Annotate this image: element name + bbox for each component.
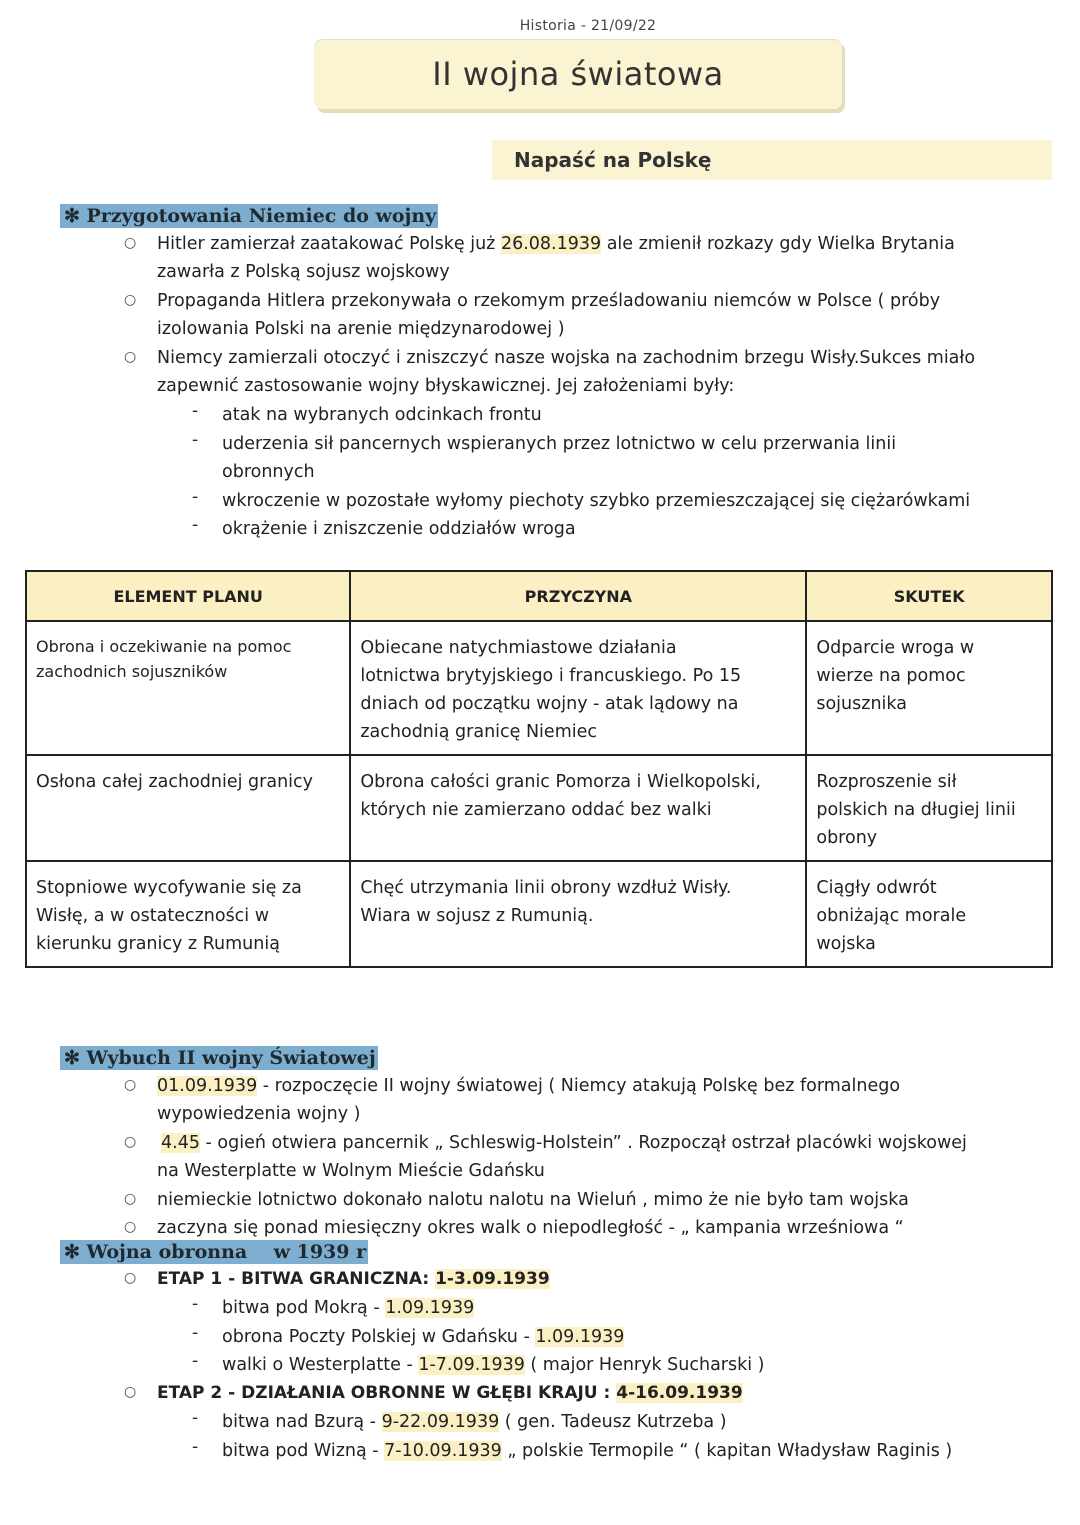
list-item-continuation: wypowiedzenia wojny ) xyxy=(157,1104,361,1124)
highlighted-date: 9-22.09.1939 xyxy=(381,1412,500,1432)
dash-icon: - xyxy=(192,515,199,535)
bullet-icon: ○ xyxy=(124,349,137,365)
list-item: 4.45 - ogień otwiera pancernik „ Schleswig-Holstein” . Rozpoczął ostrzał placówki wojskowej xyxy=(161,1133,967,1153)
table-row xyxy=(26,861,1052,967)
list-item-continuation: zawarła z Polską sojusz wojskowy xyxy=(157,262,450,282)
list-item-continuation: izolowania Polski na arenie międzynarodowej ) xyxy=(157,319,565,339)
dash-icon: - xyxy=(192,487,199,507)
sub-list-item: bitwa pod Mokrą - 1.09.1939 xyxy=(222,1298,475,1318)
dash-icon: - xyxy=(192,1323,199,1343)
bullet-icon: ○ xyxy=(124,1077,137,1093)
column-header: ELEMENT PLANU xyxy=(26,571,350,621)
highlighted-date: 1-3.09.1939 xyxy=(435,1269,550,1289)
table-cell-cause: Chęć utrzymania linii obrony wzdłuż Wisły. Wiara w sojusz z Rumunią. xyxy=(350,861,806,967)
stage-heading: ETAP 2 - DZIAŁANIA OBRONNE W GŁĘBI KRAJU : 4-16.09.1939 xyxy=(157,1383,743,1403)
highlighted-date: 4-16.09.1939 xyxy=(616,1383,743,1403)
bullet-icon: ○ xyxy=(124,1134,137,1150)
highlighted-date: 1.09.1939 xyxy=(535,1327,625,1347)
sub-list-item: okrążenie i zniszczenie oddziałów wroga xyxy=(222,519,576,539)
sub-list-item: wkroczenie w pozostałe wyłomy piechoty szybko przemieszczającej się ciężarówkami xyxy=(222,491,971,511)
page-title: II wojna światowa xyxy=(314,39,842,109)
section-heading-preparations: ✻ Przygotowania Niemiec do wojny xyxy=(60,204,438,228)
plan-table xyxy=(25,570,1053,968)
dash-icon: - xyxy=(192,430,199,450)
list-item-continuation: zapewnić zastosowanie wojny błyskawicznej. Jej założeniami były: xyxy=(157,376,735,396)
sub-list-item-continuation: obronnych xyxy=(222,462,315,482)
list-item: zaczyna się ponad miesięczny okres walk o niepodległość - „ kampania wrześniowa “ xyxy=(157,1218,904,1238)
sub-list-item: walki o Westerplatte - 1-7.09.1939 ( major Henryk Sucharski ) xyxy=(222,1355,765,1375)
bullet-icon: ○ xyxy=(124,1270,137,1286)
highlighted-date: 7-10.09.1939 xyxy=(384,1441,502,1461)
highlighted-date: 26.08.1939 xyxy=(500,234,602,254)
dash-icon: - xyxy=(192,1351,199,1371)
bullet-icon: ○ xyxy=(124,1191,137,1207)
highlighted-date: 1-7.09.1939 xyxy=(418,1355,525,1375)
table-cell-effect: Ciągły odwrót obniżając morale wojska xyxy=(806,861,1052,967)
highlighted-date: 01.09.1939 xyxy=(157,1076,258,1096)
sub-list-item: bitwa nad Bzurą - 9-22.09.1939 ( gen. Tadeusz Kutrzeba ) xyxy=(222,1412,727,1432)
list-item: niemieckie lotnictwo dokonało nalotu nalotu na Wieluń , mimo że nie było tam wojska xyxy=(157,1190,909,1210)
table-cell-element: Osłona całej zachodniej granicy xyxy=(26,755,350,861)
table-cell-element: Stopniowe wycofywanie się za Wisłę, a w ostateczności w kierunku granicy z Rumunią xyxy=(26,861,350,967)
dash-icon: - xyxy=(192,1294,199,1314)
table-cell-element: Obrona i oczekiwanie na pomoc zachodnich sojuszników xyxy=(26,621,350,755)
bullet-icon: ○ xyxy=(124,1219,137,1235)
column-header: PRZYCZYNA xyxy=(350,571,806,621)
sub-list-item: atak na wybranych odcinkach frontu xyxy=(222,405,542,425)
sub-list-item: uderzenia sił pancernych wspieranych przez lotnictwo w celu przerwania linii xyxy=(222,434,897,454)
bullet-icon: ○ xyxy=(124,292,137,308)
table-row xyxy=(26,621,1052,755)
list-item: Hitler zamierzał zaatakować Polskę już 26.08.1939 ale zmienił rozkazy gdy Wielka Brytania xyxy=(157,234,955,254)
section-heading-defensive-war: ✻ Wojna obronna w 1939 r xyxy=(60,1240,368,1264)
list-item-continuation: na Westerplatte w Wolnym Mieście Gdańsku xyxy=(157,1161,545,1181)
dash-icon: - xyxy=(192,1408,199,1428)
dash-icon: - xyxy=(192,401,199,421)
column-header: SKUTEK xyxy=(806,571,1052,621)
table-cell-effect: Odparcie wroga w wierze na pomoc sojusznika xyxy=(806,621,1052,755)
list-item: Propaganda Hitlera przekonywała o rzekomym prześladowaniu niemców w Polsce ( próby xyxy=(157,291,941,311)
list-item: 01.09.1939 - rozpoczęcie II wojny światowej ( Niemcy atakują Polskę bez formalnego xyxy=(157,1076,901,1096)
table-cell-cause: Obiecane natychmiastowe działania lotnictwa brytyjskiego i francuskiego. Po 15 dniach od początku wojny - atak lądowy na zachodnią granicę Niemiec xyxy=(350,621,806,755)
section-subtitle: Napaść na Polskę xyxy=(492,140,1052,180)
note-subject-date: Historia - 21/09/22 xyxy=(519,18,657,34)
section-heading-outbreak: ✻ Wybuch II wojny Światowej xyxy=(60,1046,378,1070)
highlighted-date: 1.09.1939 xyxy=(385,1298,475,1318)
bullet-icon: ○ xyxy=(124,1384,137,1400)
sub-list-item: bitwa pod Wizną - 7-10.09.1939 „ polskie Termopile “ ( kapitan Władysław Raginis ) xyxy=(222,1441,953,1461)
table-cell-effect: Rozproszenie sił polskich na długiej linii obrony xyxy=(806,755,1052,861)
table-cell-cause: Obrona całości granic Pomorza i Wielkopolski, których nie zamierzano oddać bez walki xyxy=(350,755,806,861)
table-row xyxy=(26,755,1052,861)
dash-icon: - xyxy=(192,1437,199,1457)
bullet-icon: ○ xyxy=(124,235,137,251)
sub-list-item: obrona Poczty Polskiej w Gdańsku - 1.09.1939 xyxy=(222,1327,625,1347)
list-item: Niemcy zamierzali otoczyć i zniszczyć nasze wojska na zachodnim brzegu Wisły.Sukces miało xyxy=(157,348,976,368)
table-header-row xyxy=(26,571,1052,621)
stage-heading: ETAP 1 - BITWA GRANICZNA: 1-3.09.1939 xyxy=(157,1269,550,1289)
highlighted-time: 4.45 xyxy=(161,1133,200,1153)
